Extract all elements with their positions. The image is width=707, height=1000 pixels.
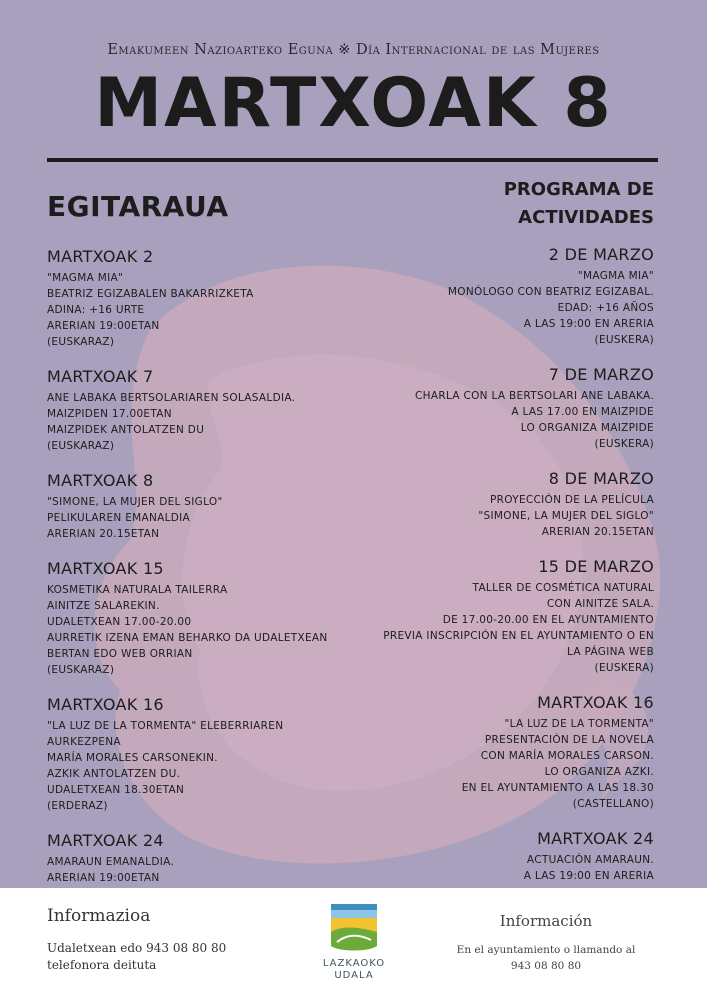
basque-event-detail: "SIMONE, LA MUJER DEL SIGLO"	[47, 496, 223, 508]
spanish-heading-line-2: ACTIVIDADES	[518, 207, 654, 228]
spanish-event-detail: CON AINITZE SALA.	[546, 598, 654, 610]
spanish-event-detail: LA PÁGINA WEB	[567, 646, 654, 658]
basque-event-detail: "MAGMA MIA"	[47, 272, 124, 284]
spanish-event-detail: EN EL AYUNTAMIENTO A LAS 18.30	[461, 782, 654, 794]
basque-event-detail: (EUSKARAZ)	[47, 440, 115, 452]
spanish-event-detail: A LAS 19:00 EN ARERIA	[523, 318, 654, 330]
basque-event-detail: AMARAUN EMANALDIA.	[47, 856, 175, 868]
footer-spanish-heading: Información	[499, 912, 593, 930]
basque-event-detail: (ERDERAZ)	[47, 800, 108, 812]
spanish-event	[294, 468, 654, 540]
spanish-event-detail: PROYECCIÓN DE LA PELÍCULA	[490, 494, 654, 506]
spanish-event-detail: PREVIA INSCRIPCIÓN EN EL AYUNTAMIENTO O EN	[383, 630, 654, 642]
footer-basque-line-2: telefonora deituta	[47, 958, 157, 972]
spanish-event-detail: (EUSKERA)	[594, 438, 654, 450]
spanish-event-date: MARTXOAK 24	[537, 829, 654, 848]
spanish-event-date: MARTXOAK 16	[537, 693, 654, 712]
basque-event-detail: MARÍA MORALES CARSONEKIN.	[47, 752, 218, 764]
lazkaoko-udala-logo	[316, 902, 392, 982]
footer-spanish-line-1: En el ayuntamiento o llamando al	[456, 944, 636, 956]
basque-event-detail: (EUSKARAZ)	[47, 664, 115, 676]
basque-event-date: MARTXOAK 8	[47, 471, 154, 490]
basque-event-date: MARTXOAK 24	[47, 831, 164, 850]
footer-info-spanish	[451, 912, 641, 974]
basque-event-date: MARTXOAK 2	[47, 247, 154, 266]
spanish-event-detail: ACTUACIÓN AMARAUN.	[526, 854, 654, 866]
spanish-event-detail: "MAGMA MIA"	[577, 270, 654, 282]
spanish-event	[294, 364, 654, 452]
footer-basque-line-1: Udaletxean edo 943 08 80 80	[47, 941, 227, 955]
basque-event-date: MARTXOAK 16	[47, 695, 164, 714]
basque-event-detail: ARERIAN 20.15ETAN	[47, 528, 160, 540]
spanish-event	[294, 556, 654, 676]
basque-event-detail: BERTAN EDO WEB ORRIAN	[47, 648, 193, 660]
basque-program-heading: EGITARAUA	[47, 190, 229, 223]
basque-event-date: MARTXOAK 7	[47, 367, 154, 386]
basque-event-detail: (EUSKARAZ)	[47, 336, 115, 348]
spanish-event-detail: A LAS 19:00 EN ARERIA	[523, 870, 654, 882]
spanish-event-detail: A LAS 17.00 EN MAIZPIDE	[511, 406, 654, 418]
spanish-event-detail: PRESENTACIÓN DE LA NOVELA	[484, 734, 654, 746]
spanish-event-detail: (CASTELLANO)	[572, 798, 654, 810]
basque-event-detail: MAIZPIDEK ANTOLATZEN DU	[47, 424, 205, 436]
basque-event-detail: UDALETXEAN 17.00-20.00	[47, 616, 192, 628]
spanish-event-detail: TALLER DE COSMÉTICA NATURAL	[472, 582, 654, 594]
spanish-event-detail: DE 17.00-20.00 EN EL AYUNTAMIENTO	[442, 614, 654, 626]
page-title: MARTXOAK 8	[94, 64, 613, 143]
footer-spanish-line-2: 943 08 80 80	[510, 960, 582, 972]
title-divider	[47, 158, 658, 162]
spanish-event-detail: (EUSKERA)	[594, 334, 654, 346]
spanish-event	[294, 692, 654, 812]
spanish-event	[294, 244, 654, 348]
spanish-event-list	[294, 244, 654, 884]
basque-event-detail: ARERIAN 19:00ETAN	[47, 872, 160, 884]
basque-event-date: MARTXOAK 15	[47, 559, 164, 578]
spanish-event-detail: (EUSKERA)	[594, 662, 654, 674]
basque-event-detail: "LA LUZ DE LA TORMENTA" ELEBERRIAREN	[47, 720, 284, 732]
basque-event-detail: MAIZPIDEN 17.00ETAN	[47, 408, 172, 420]
spanish-event-detail: "LA LUZ DE LA TORMENTA"	[504, 718, 654, 730]
spanish-event-detail: MONÓLOGO CON BEATRIZ EGIZABAL.	[447, 286, 654, 298]
header-subtitle: Emakumeen Nazioarteko Eguna ※ Día Internacional de las Mujeres	[107, 42, 600, 58]
spanish-event-detail: CON MARÍA MORALES CARSON.	[480, 750, 654, 762]
spanish-event-detail: ARERIAN 20.15ETAN	[541, 526, 654, 538]
spanish-event-detail: LO ORGANIZA AZKI.	[544, 766, 654, 778]
spanish-event-detail: LO ORGANIZA MAIZPIDE	[520, 422, 654, 434]
municipal-logo-icon	[329, 902, 379, 954]
spanish-heading-line-1: PROGRAMA DE	[503, 179, 654, 200]
basque-event-detail: AURKEZPENA	[47, 736, 121, 748]
spanish-event-date: 8 DE MARZO	[548, 469, 654, 488]
spanish-event-date: 15 DE MARZO	[538, 557, 654, 576]
footer-basque-heading: Informazioa	[47, 906, 151, 926]
basque-event-detail: KOSMETIKA NATURALA TAILERRA	[47, 584, 228, 596]
basque-event-detail: AZKIK ANTOLATZEN DU.	[47, 768, 181, 780]
footer-info-basque	[47, 906, 226, 974]
basque-event-detail: ARERIAN 19:00ETAN	[47, 320, 160, 332]
basque-event-detail: AINITZE SALAREKIN.	[47, 600, 160, 612]
spanish-event-detail: "SIMONE, LA MUJER DEL SIGLO"	[478, 510, 654, 522]
basque-event-detail: PELIKULAREN EMANALDIA	[47, 512, 191, 524]
spanish-event-date: 7 DE MARZO	[548, 365, 654, 384]
spanish-event	[294, 828, 654, 884]
spanish-program-column	[294, 176, 654, 900]
logo-text-line-2: UDALA	[334, 970, 374, 981]
footer	[0, 888, 707, 1000]
basque-event-detail: ANE LABAKA BERTSOLARIAREN SOLASALDIA.	[47, 392, 296, 404]
spanish-event-detail: CHARLA CON LA BERTSOLARI ANE LABAKA.	[415, 390, 654, 402]
basque-event-detail: ADINA: +16 URTE	[47, 304, 145, 316]
basque-event-detail: BEATRIZ EGIZABALEN BAKARRIZKETA	[47, 288, 254, 300]
spanish-program-heading	[294, 176, 654, 232]
logo-text-line-1: LAZKAOKO	[322, 958, 386, 969]
basque-event-detail: AURRETIK IZENA EMAN BEHARKO DA UDALETXEAN	[47, 632, 328, 644]
spanish-event-date: 2 DE MARZO	[548, 245, 654, 264]
basque-event-detail: UDALETXEAN 18.30ETAN	[47, 784, 185, 796]
spanish-event-detail: EDAD: +16 AÑOS	[557, 302, 654, 314]
